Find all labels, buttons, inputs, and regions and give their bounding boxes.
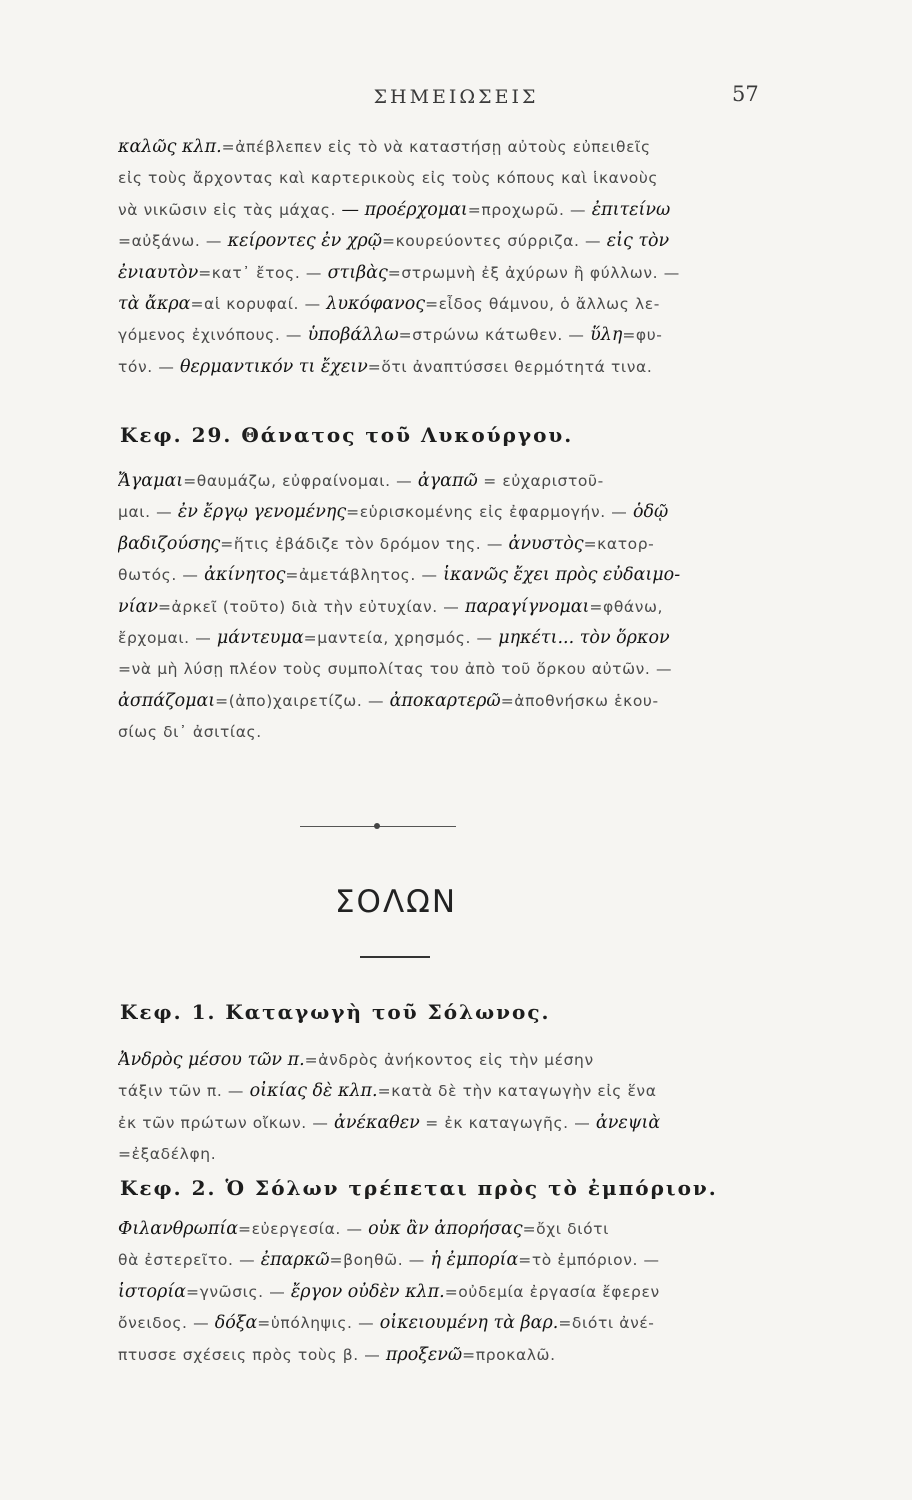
text-line [118, 1139, 763, 1170]
gloss-text: = ἐκ καταγωγῆς. — [419, 1113, 591, 1132]
text-line [118, 466, 763, 497]
gloss-text: =τὸ ἐμπόριον. — [518, 1251, 660, 1270]
gloss-text: =στρώνω κάτωθεν. — [398, 326, 585, 345]
lemma-text: οὐκ ἂν ἀπορήσας [362, 1219, 523, 1239]
text-line [118, 529, 763, 560]
lemma-text: ἔργον οὐδὲν κλπ. [285, 1281, 445, 1302]
title-underline [360, 956, 430, 958]
text-line [118, 195, 763, 226]
gloss-text: =αὐξάνω. — [118, 232, 223, 251]
gloss-text: =θαυμάζω, εὐφραίνομαι. — [183, 472, 413, 490]
gloss-text: =στρωμνὴ ἐξ ἀχύρων ἢ φύλλων. — [387, 263, 680, 282]
chapter-heading: Κεφ. 2. Ὁ Σόλων τρέπεται πρὸς τὸ ἐμπόριον. [120, 1176, 718, 1200]
gloss-text: θωτός. — [118, 566, 199, 585]
text-line [118, 1045, 763, 1076]
gloss-text: θὰ ἐστερεῖτο. — [118, 1251, 256, 1270]
lemma-text: οἰκίας δὲ κλπ. [244, 1081, 378, 1102]
lemma-text: ἀνεψιὰ [590, 1112, 661, 1133]
running-head: ΣΗΜΕΙΩΣΕΙΣ [373, 86, 539, 108]
text-line [118, 226, 763, 257]
gloss-text: μαι. — [118, 503, 173, 522]
lemma-text: ἀκίνητος [198, 565, 286, 586]
text-line [118, 1076, 763, 1107]
lemma-text: ἀγαπῶ [412, 471, 478, 491]
lemma-text: εἰς τὸν [601, 231, 670, 252]
gloss-text: =κατὰ δὲ τὴν καταγωγὴν εἰς ἕνα [377, 1082, 657, 1101]
gloss-text: σίως δι᾽ ἀσιτίας. [118, 723, 262, 742]
gloss-text: =βοηθῶ. — [329, 1251, 425, 1270]
section-divider-ornament [374, 823, 380, 829]
lemma-text: ἀνυστὸς [502, 533, 584, 554]
lemma-text: μάντευμα [211, 628, 304, 649]
section-title: ΣΟΛΩΝ [334, 884, 458, 920]
lemma-text: ὁδῷ [627, 502, 669, 523]
gloss-text: =εἶδος θάμνου, ὁ ἄλλως λε- [425, 295, 660, 314]
lemma-text: ὕλη [584, 325, 623, 346]
text-line [118, 258, 763, 289]
lemma-text: — προέρχομαι [335, 199, 468, 220]
lemma-text: στιβὰς [322, 262, 388, 283]
gloss-text: =διότι ἀνέ- [558, 1314, 655, 1333]
lemma-text: θερμαντικόν τι ἔχειν [174, 356, 368, 377]
gloss-text: =μαντεία, χρησμός. — [303, 629, 493, 648]
text-line [118, 1108, 763, 1139]
lemma-text: μηκέτι... τὸν ὅρκον [492, 628, 670, 649]
lemma-text: καλῶς κλπ. [118, 137, 222, 157]
gloss-text: =ἀρκεῖ (τοῦτο) διὰ τὴν εὐτυχίαν. — [157, 597, 460, 616]
gloss-text: τόν. — [118, 357, 175, 376]
lemma-text: κείροντες ἐν χρῷ [222, 231, 382, 252]
text-line [118, 320, 763, 351]
text-line [118, 497, 763, 528]
notes-block [118, 1214, 763, 1371]
text-line [118, 163, 763, 194]
chapter-heading: Κεφ. 1. Καταγωγὴ τοῦ Σόλωνος. [120, 1000, 551, 1024]
gloss-text: =εὑρισκομένης εἰς ἐφαρμογήν. — [346, 503, 628, 522]
lemma-text: ἀνέκαθεν [328, 1112, 420, 1133]
lemma-text: Φιλανθρωπία [118, 1219, 239, 1239]
gloss-text: ὄνειδος. — [118, 1314, 210, 1333]
lemma-text: Ἀνδρὸς μέσου τῶν π. [118, 1050, 305, 1070]
gloss-text: =εὐεργεσία. — [238, 1220, 363, 1238]
lemma-text: ἡ ἐμπορία [424, 1250, 519, 1271]
lemma-text: νίαν [118, 596, 158, 617]
gloss-text: =ἥτις ἐβάδιζε τὸν δρόμον της. — [220, 534, 503, 553]
gloss-text: ἐκ τῶν πρώτων οἴκων. — [118, 1113, 329, 1132]
text-line [118, 1245, 763, 1276]
chapter-heading: Κεφ. 29. Θάνατος τοῦ Λυκούργου. [120, 423, 574, 447]
gloss-text: =ὄχι διότι [522, 1220, 609, 1238]
lemma-text: ἐνιαυτὸν [118, 262, 199, 283]
lemma-text: ὑποβάλλω [302, 325, 399, 346]
gloss-text: =φθάνω, [589, 597, 664, 616]
text-line [118, 1277, 763, 1308]
lemma-text: ἐν ἔργῳ γενομένης [172, 502, 347, 523]
gloss-text: ἔρχομαι. — [118, 629, 212, 648]
text-line [118, 592, 763, 623]
gloss-text: =νὰ μὴ λύσῃ πλέον τοὺς συμπολίτας του ἀπὸ τοῦ ὅρκου αὐτῶν. — [118, 660, 673, 679]
lemma-text: δόξα [209, 1313, 258, 1334]
gloss-text: =κατορ- [583, 534, 655, 553]
gloss-text: =ὅτι ἀναπτύσσει θερμότητά τινα. [367, 357, 653, 376]
text-line [118, 289, 763, 320]
gloss-text: =γνῶσις. — [186, 1282, 286, 1301]
text-line [118, 717, 763, 748]
gloss-text: τάξιν τῶν π. — [118, 1082, 245, 1101]
gloss-text: νὰ νικῶσιν εἰς τὰς μάχας. [118, 200, 336, 219]
lemma-text: Ἄγαμαι [118, 471, 184, 491]
gloss-text: =ὑπόληψις. — [257, 1314, 375, 1333]
gloss-text: =προχωρῶ. — [467, 200, 587, 219]
notes-block [118, 1045, 763, 1171]
page-number: 57 [732, 82, 759, 106]
text-line [118, 132, 763, 163]
lemma-text: ἐπιτείνω [586, 199, 671, 220]
lemma-text: τὰ ἄκρα [118, 294, 191, 315]
text-line [118, 623, 763, 654]
lemma-text: βαδιζούσης [118, 533, 221, 554]
notes-block [118, 466, 763, 749]
text-line [118, 654, 763, 685]
text-line [118, 352, 763, 383]
lemma-text: ἱστορία [118, 1281, 186, 1302]
lemma-text: ἀποκαρτερῶ [384, 690, 501, 711]
gloss-text: γόμενος ἐχινόπους. — [118, 326, 303, 345]
gloss-text: =ἐξαδέλφη. [118, 1145, 217, 1164]
gloss-text: =φυ- [622, 326, 663, 345]
lemma-text: ἱκανῶς ἔχει πρὸς εὐδαιμο- [437, 565, 681, 586]
text-line [118, 1340, 763, 1371]
gloss-text: =(ἀπο)χαιρετίζω. — [215, 691, 385, 710]
gloss-text: =αἱ κορυφαί. — [190, 295, 321, 314]
gloss-text: =προκαλῶ. [462, 1345, 556, 1364]
text-line [118, 1308, 763, 1339]
gloss-text: =ἀποθνήσκω ἑκου- [500, 691, 659, 710]
lemma-text: ἀσπάζομαι [118, 690, 216, 711]
gloss-text: εἰς τοὺς ἄρχοντας καὶ καρτερικοὺς εἰς τοὺς κόπους καὶ ἱκανοὺς [118, 169, 659, 188]
gloss-text: =ἀπέβλεπεν εἰς τὸ νὰ καταστήσῃ αὐτοὺς εὐπειθεῖς [221, 138, 651, 156]
text-line [118, 560, 763, 591]
notes-block [118, 132, 763, 383]
lemma-text: ἐπαρκῶ [255, 1250, 330, 1271]
gloss-text: =κατ᾽ ἔτος. — [198, 263, 322, 282]
lemma-text: προξενῶ [380, 1344, 463, 1365]
gloss-text: = εὐχαριστοῦ- [477, 472, 604, 490]
lemma-text: παραγίγνομαι [459, 596, 590, 617]
text-line [118, 686, 763, 717]
text-line [118, 1214, 763, 1245]
gloss-text: πτυσσε σχέσεις πρὸς τοὺς β. — [118, 1345, 381, 1364]
gloss-text: =ἀμετάβλητος. — [285, 566, 438, 585]
lemma-text: λυκόφανος [320, 294, 426, 315]
gloss-text: =ἀνδρὸς ἀνήκοντος εἰς τὴν μέσην [304, 1051, 594, 1069]
gloss-text: =οὐδεμία ἐργασία ἔφερεν [444, 1282, 660, 1301]
gloss-text: =κουρεύοντες σύρριζα. — [381, 232, 602, 251]
lemma-text: οἰκειουμένη τὰ βαρ. [374, 1313, 559, 1334]
